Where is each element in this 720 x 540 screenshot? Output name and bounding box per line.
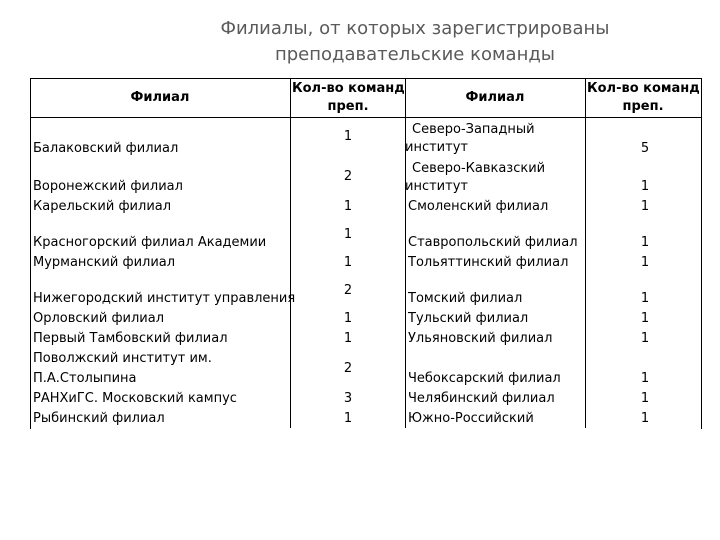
team-count: 1 [343,331,353,346]
list-item: Челябинский филиал [408,391,555,406]
team-count: 1 [640,411,650,426]
list-item: Томский филиал [408,291,523,306]
list-item: Тольяттинский филиал [408,255,569,270]
team-count: 3 [343,391,353,406]
team-count: 5 [640,141,650,156]
team-count: 1 [640,331,650,346]
team-count: 1 [640,199,650,214]
list-item: Мурманский филиал [33,255,176,270]
team-count: 1 [640,371,650,386]
list-item: Северо-Западный [412,122,535,137]
slide-title-line-2: преподавательские команды [274,44,556,65]
team-count: 2 [343,283,353,298]
team-count: 2 [343,361,353,376]
list-item: Смоленский филиал [408,199,549,214]
slide-title-line-1: Филиалы, от которых зарегистрированы [220,18,610,39]
team-count: 1 [640,311,650,326]
list-item: Поволжский институт им. [33,351,212,366]
team-count: 1 [343,227,353,242]
team-count: 1 [343,255,353,270]
list-item: Красногорский филиал Академии [33,235,267,250]
team-count: 1 [343,311,353,326]
list-item: Карельский филиал [33,199,172,214]
list-item: институт [405,140,468,155]
header-branch-left: Филиал [130,90,190,105]
team-count: 1 [343,129,353,144]
list-item: Тульский филиал [408,311,529,326]
column-divider [585,78,586,428]
list-item: Чебоксарский филиал [408,371,561,386]
list-item: Воронежский филиал [33,179,183,194]
list-item: институт [405,179,468,194]
team-count: 1 [343,411,353,426]
header-count-right: Кол-во команд преп. [587,81,700,114]
column-divider [290,78,291,428]
team-count: 2 [343,169,353,184]
list-item: Рыбинский филиал [33,411,165,426]
team-count: 1 [640,179,650,194]
team-count: 1 [640,391,650,406]
list-item: Ульяновский филиал [408,331,553,346]
column-divider [405,78,406,428]
list-item: Орловский филиал [33,311,165,326]
header-divider [30,117,701,118]
list-item: Ставропольский филиал [408,235,578,250]
list-item: Северо-Кавказский [412,161,546,176]
team-count: 1 [640,235,650,250]
list-item: Южно-Российский [408,411,534,426]
team-count: 1 [343,199,353,214]
list-item: Нижегородский институт управления [33,291,296,306]
list-item: РАНХиГС. Московский кампус [33,391,237,406]
list-item: Первый Тамбовский филиал [33,331,228,346]
list-item: П.А.Столыпина [33,371,137,386]
team-count: 1 [640,291,650,306]
list-item: Балаковский филиал [33,141,179,156]
header-branch-right: Филиал [465,90,525,105]
team-count: 1 [640,255,650,270]
slide-title [150,16,680,68]
header-count-left: Кол-во команд преп. [292,81,405,114]
